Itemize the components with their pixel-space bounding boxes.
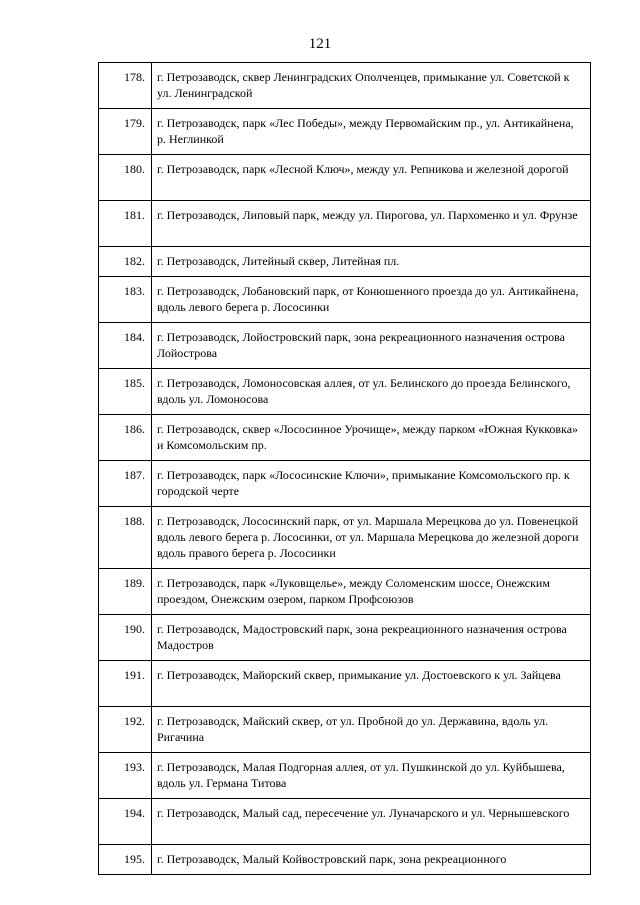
table-row [99,155,591,201]
table-row [99,369,591,415]
registry-table [98,62,591,875]
table-row [99,63,591,109]
row-number: 195. [99,845,152,875]
table-row [99,661,591,707]
row-number: 184. [99,323,152,369]
row-description: г. Петрозаводск, парк «Луковщелье», между Соломенским шоссе, Онежским проездом, Онежским озером, парком Профсоюзов [152,569,591,615]
table-row [99,753,591,799]
row-description: г. Петрозаводск, сквер «Лососинное Урочище», между парком «Южная Кукковка» и Комсомольским пр. [152,415,591,461]
row-description: г. Петрозаводск, Майорский сквер, примыкание ул. Достоевского к ул. Зайцева [152,661,591,707]
row-description: г. Петрозаводск, парк «Лососинские Ключи», примыкание Комсомольского пр. к городской черте [152,461,591,507]
row-description: г. Петрозаводск, парк «Лес Победы», между Первомайским пр., ул. Антикайнена, р. Неглинкой [152,109,591,155]
table-row [99,569,591,615]
row-number: 179. [99,109,152,155]
row-number: 189. [99,569,152,615]
table-row [99,507,591,569]
row-description: г. Петрозаводск, Майский сквер, от ул. Пробной до ул. Державина, вдоль ул. Ригачина [152,707,591,753]
page-number: 121 [308,36,332,52]
table-row [99,323,591,369]
row-number: 181. [99,201,152,247]
table-row [99,201,591,247]
table-row [99,707,591,753]
row-description: г. Петрозаводск, Малый сад, пересечение ул. Луначарского и ул. Чернышевского [152,799,591,845]
row-number: 186. [99,415,152,461]
row-number: 182. [99,247,152,277]
row-description: г. Петрозаводск, Липовый парк, между ул. Пирогова, ул. Пархоменко и ул. Фрунзе [152,201,591,247]
row-description: г. Петрозаводск, Малая Подгорная аллея, от ул. Пушкинской до ул. Куйбышева, вдоль ул. Германа Титова [152,753,591,799]
table-row [99,277,591,323]
row-description: г. Петрозаводск, Малый Койвостровский парк, зона рекреационного [152,845,591,875]
row-number: 187. [99,461,152,507]
row-description: г. Петрозаводск, Лососинский парк, от ул. Маршала Мерецкова до ул. Повенецкой вдоль левого берега р. Лососинки, от ул. Маршала Мерецкова до железной дороги вдоль правого берега р. Лососинки [152,507,591,569]
row-description: г. Петрозаводск, Ломоносовская аллея, от ул. Белинского до проезда Белинского, вдоль ул. Ломоносова [152,369,591,415]
row-number: 191. [99,661,152,707]
row-description: г. Петрозаводск, Лобановский парк, от Конюшенного проезда до ул. Антикайнена, вдоль левого берега р. Лососинки [152,277,591,323]
row-description: г. Петрозаводск, Мадостровский парк, зона рекреационного назначения острова Мадостров [152,615,591,661]
row-description: г. Петрозаводск, Литейный сквер, Литейная пл. [152,247,591,277]
table-row [99,247,591,277]
row-number: 194. [99,799,152,845]
table-row [99,461,591,507]
row-number: 190. [99,615,152,661]
row-number: 183. [99,277,152,323]
row-number: 193. [99,753,152,799]
row-number: 185. [99,369,152,415]
table-row [99,415,591,461]
table-row [99,845,591,875]
row-description: г. Петрозаводск, Лойостровский парк, зона рекреационного назначения острова Лойострова [152,323,591,369]
table-row [99,799,591,845]
row-description: г. Петрозаводск, сквер Ленинградских Ополченцев, примыкание ул. Советской к ул. Ленинградской [152,63,591,109]
row-number: 192. [99,707,152,753]
row-description: г. Петрозаводск, парк «Лесной Ключ», между ул. Репникова и железной дорогой [152,155,591,201]
table-row [99,109,591,155]
table-row [99,615,591,661]
row-number: 188. [99,507,152,569]
row-number: 178. [99,63,152,109]
row-number: 180. [99,155,152,201]
